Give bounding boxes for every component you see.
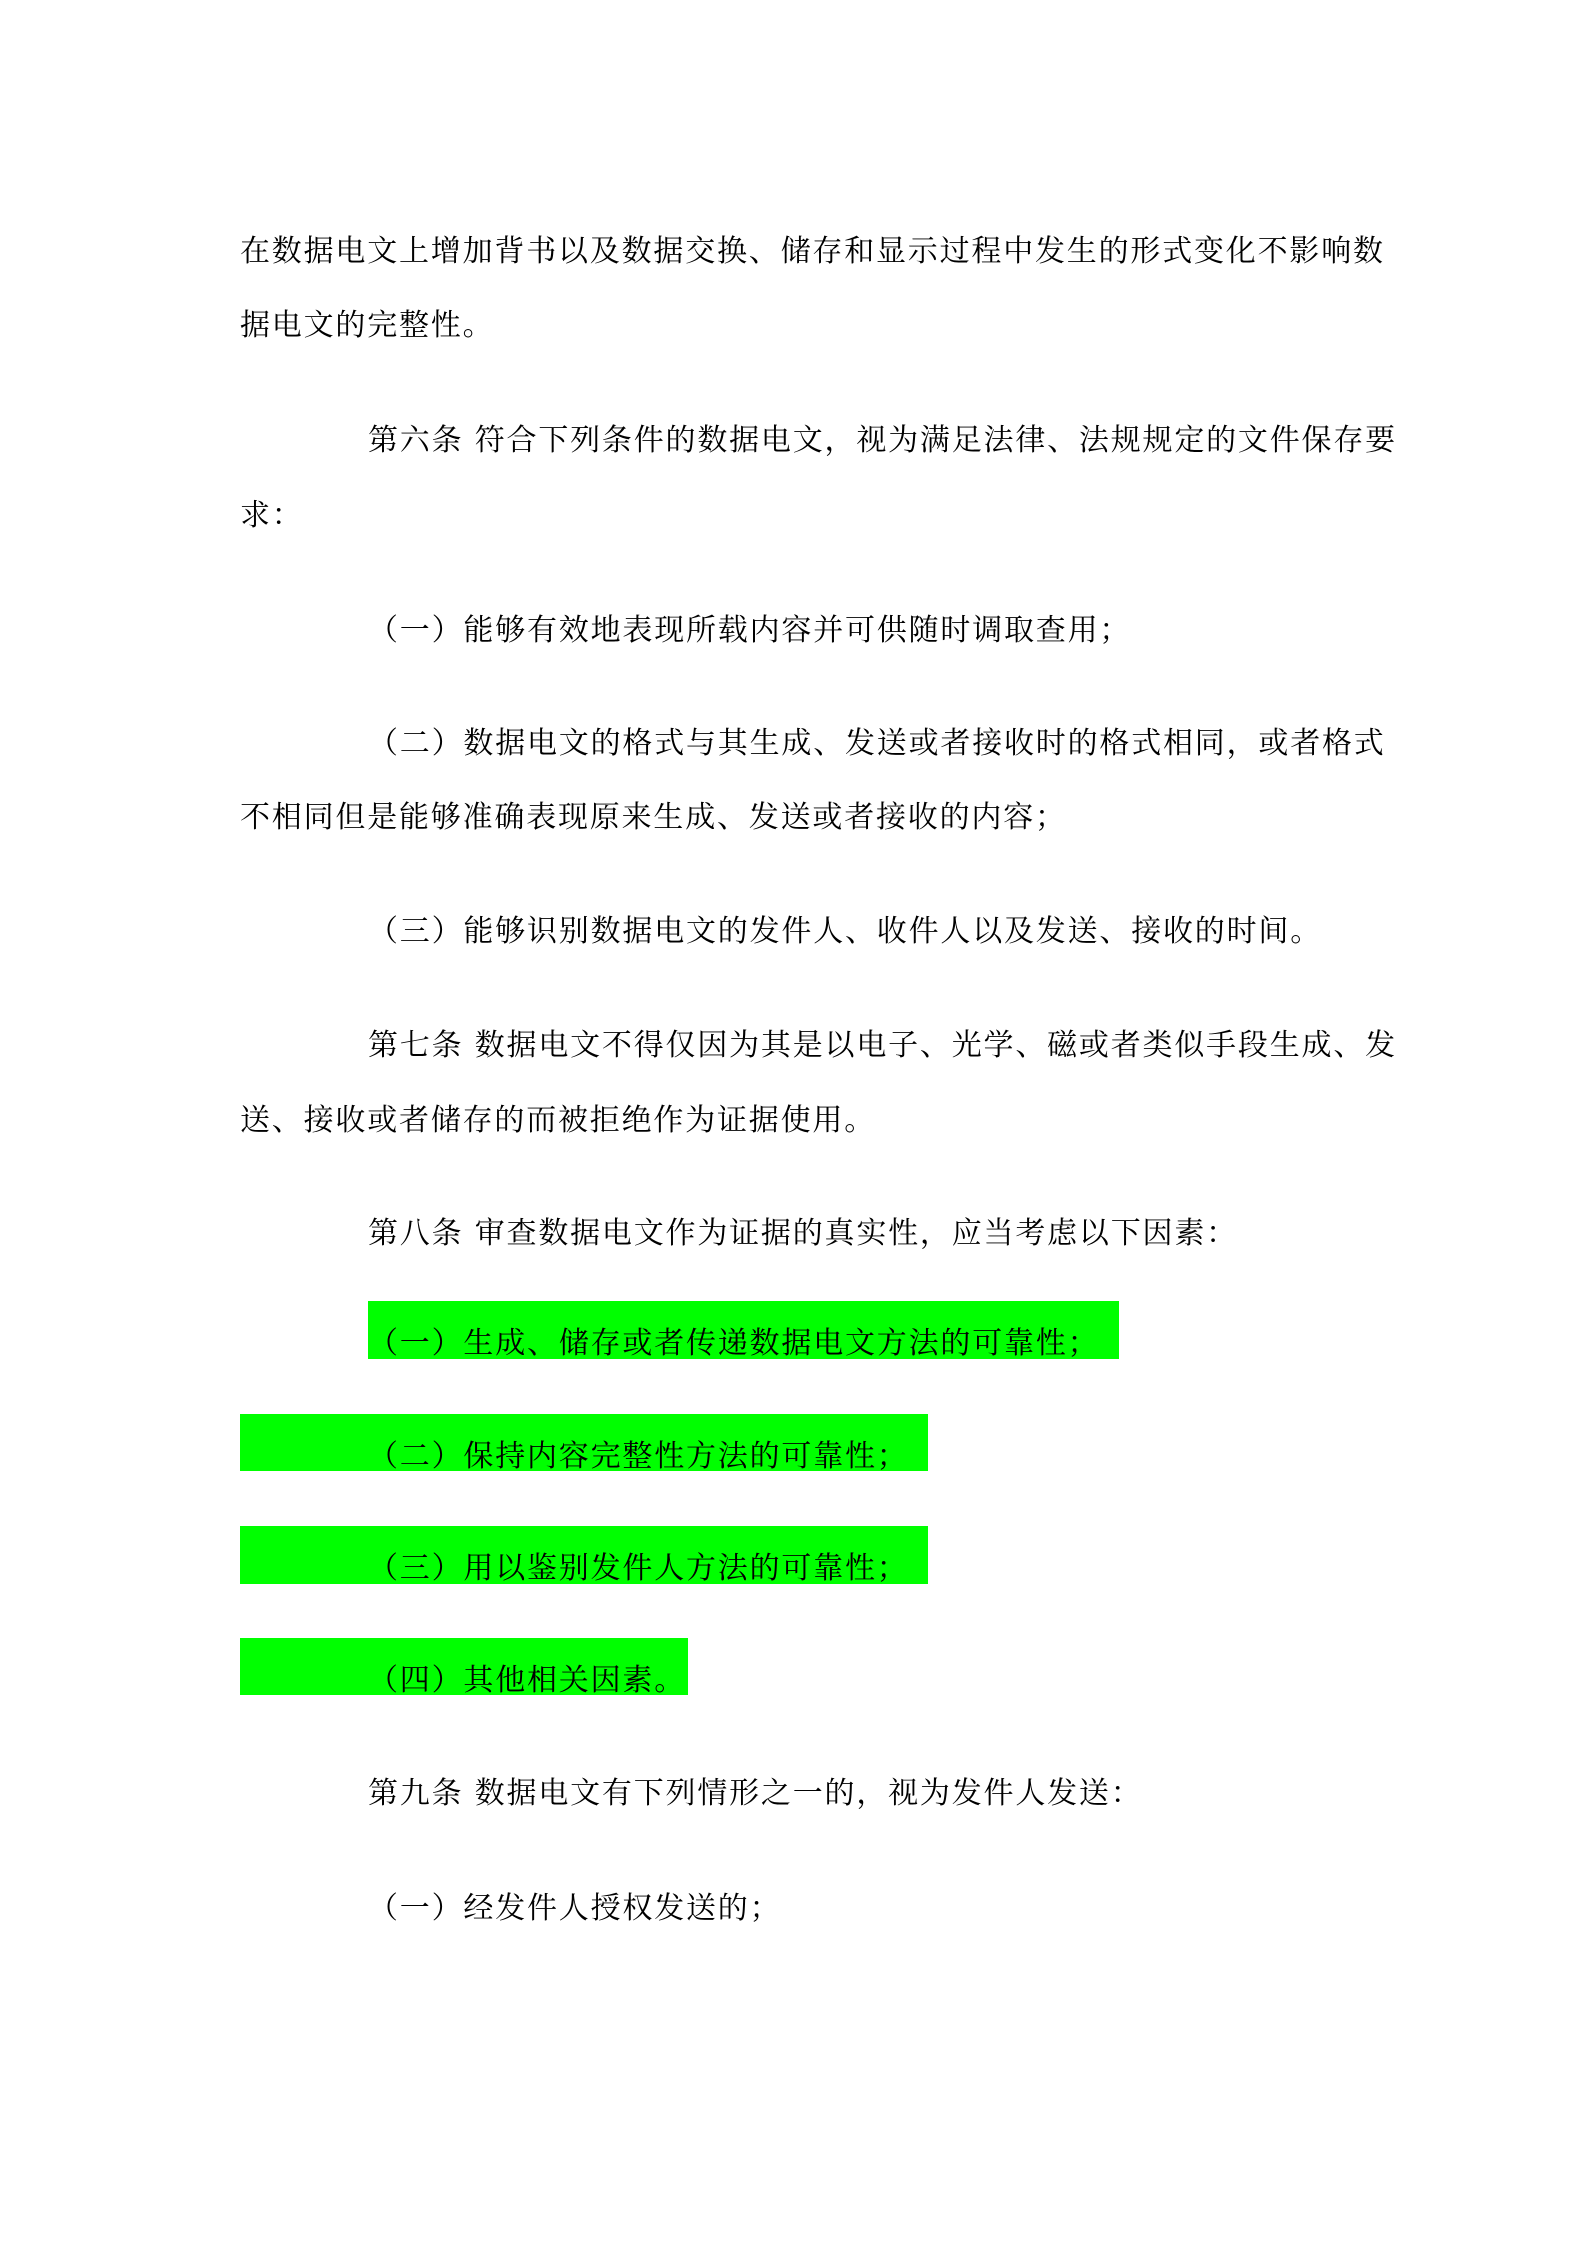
list-item: （三）能够识别数据电文的发件人、收件人以及发送、接收的时间。 <box>368 914 1322 949</box>
article-6-heading: 第六条 符合下列条件的数据电文，视为满足法律、法规规定的文件保存要 <box>368 423 1397 458</box>
paragraph-line: 求： <box>240 498 304 533</box>
highlighted-list-item: （一）生成、储存或者传递数据电文方法的可靠性； <box>368 1326 1100 1361</box>
paragraph-line: 送、接收或者储存的而被拒绝作为证据使用。 <box>240 1103 876 1138</box>
article-9-heading: 第九条 数据电文有下列情形之一的，视为发件人发送： <box>368 1776 1143 1811</box>
highlighted-list-item: （二）保持内容完整性方法的可靠性； <box>368 1439 909 1474</box>
paragraph-line: 据电文的完整性。 <box>240 308 495 343</box>
paragraph-line: 在数据电文上增加背书以及数据交换、储存和显示过程中发生的形式变化不影响数 <box>240 234 1385 269</box>
article-7-heading: 第七条 数据电文不得仅因为其是以电子、光学、磁或者类似手段生成、发 <box>368 1028 1397 1063</box>
list-item: （一）能够有效地表现所载内容并可供随时调取查用； <box>368 613 1132 648</box>
list-item: （一）经发件人授权发送的； <box>368 1891 782 1926</box>
paragraph-line: 不相同但是能够准确表现原来生成、发送或者接收的内容； <box>240 800 1067 835</box>
highlighted-list-item: （三）用以鉴别发件人方法的可靠性； <box>368 1551 909 1586</box>
highlighted-list-item: （四）其他相关因素。 <box>368 1663 686 1698</box>
list-item: （二）数据电文的格式与其生成、发送或者接收时的格式相同，或者格式 <box>368 726 1386 761</box>
article-8-heading: 第八条 审查数据电文作为证据的真实性，应当考虑以下因素： <box>368 1216 1238 1251</box>
